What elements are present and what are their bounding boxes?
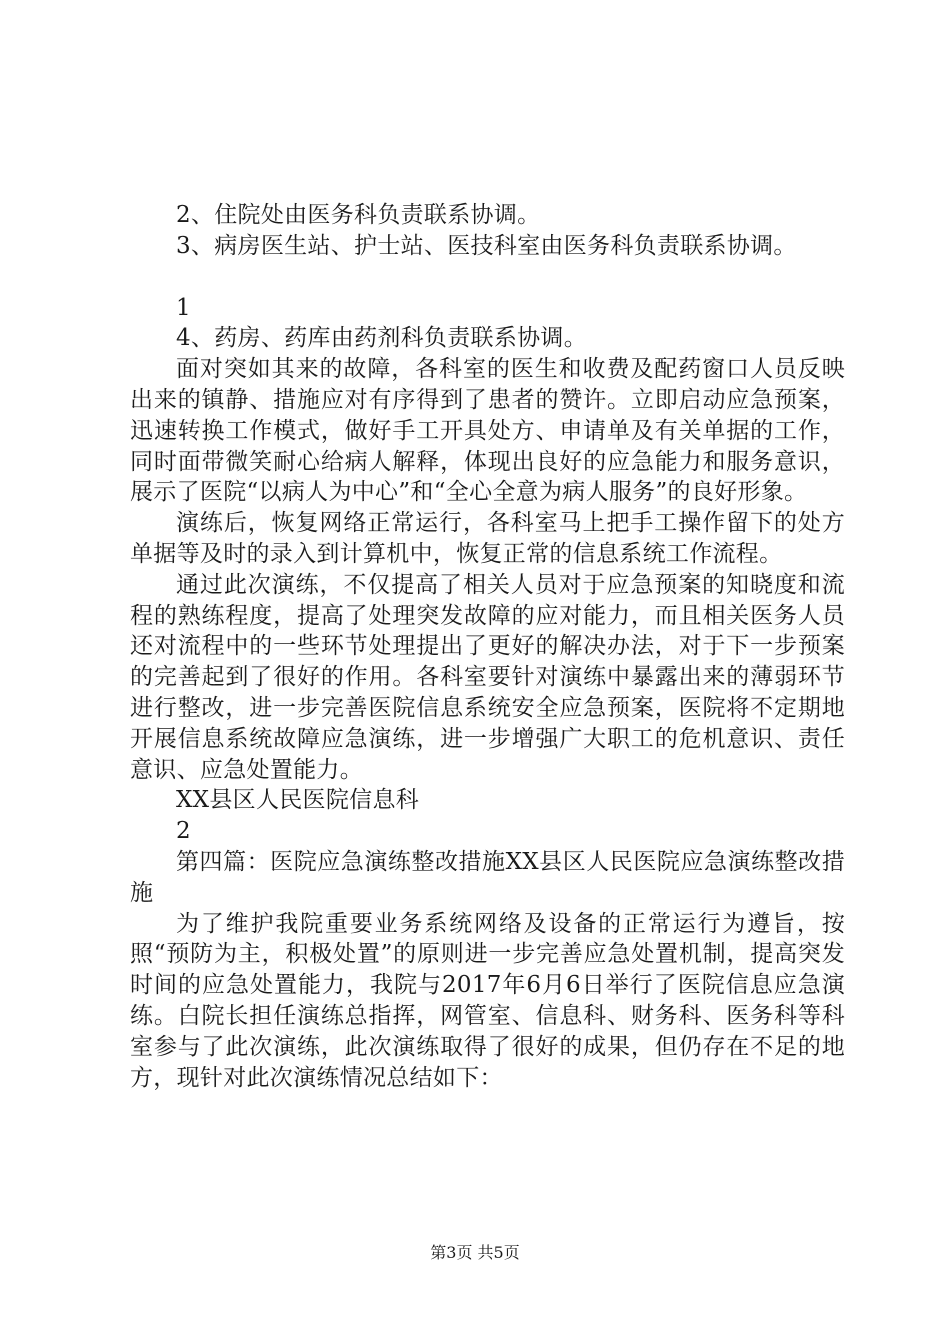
page-footer: 第3页 共5页 [430, 1243, 520, 1262]
page-number-marker: 1 [176, 294, 191, 321]
paragraph-response: 面对突如其来的故障，各科室的医生和收费及配药窗口人员反映出来的镇静、措施应对有序得到了患者的赞许。立即启动应急预案，迅速转换工作模式，做好手工开具处方、申请单及有关单据的工作，同时面带微笑耐心给病人解释，体现出良好的应急能力和服务意识，展示了医院“以病人为中心”和“全心全意为病人服务”的良好形象。 [130, 356, 845, 506]
page-number-marker: 2 [176, 818, 191, 845]
paragraph-after-drill: 演练后，恢复网络正常运行，各科室马上把手工操作留下的处方单据等及时的录入到计算机中，恢复正常的信息系统工作流程。 [130, 510, 845, 567]
paragraph-item-2: 2、住院处由医务科负责联系协调。 [176, 202, 541, 228]
document-body [130, 200, 845, 1093]
paragraph-item-4: 4、药房、药库由药剂科负责联系协调。 [176, 325, 588, 352]
paragraph-item-3: 3、病房医生站、护士站、医技科室由医务科负责联系协调。 [176, 232, 797, 259]
section-heading: 第四篇：医院应急演练整改措施XX县区人民医院应急演练整改措施 [130, 848, 845, 906]
paragraph-summary: 通过此次演练，不仅提高了相关人员对于应急预案的知晓度和流程的熟练程度，提高了处理突发故障的应对能力，而且相关医务人员还对流程中的一些环节处理提出了更好的解决办法，对于下一步预案的完善起到了很好的作用。各科室要针对演练中暴露出来的薄弱环节进行整改，进一步完善医院信息系统安全应急预案，医院将不定期地开展信息系统故障应急演练，进一步增强广大职工的危机意识、责任意识、应急处置能力。 [130, 571, 845, 783]
signature-department: XX县区人民医院信息科 [176, 787, 420, 814]
paragraph-intro: 为了维护我院重要业务系统网络及设备的正常运行为遵旨，按照“预防为主，积极处置”的原则进一步完善应急处置机制，提高突发时间的应急处置能力，我院与2017年6月6日举行了医院信息应急演练。白院长担任演练总指挥，网管室、信息科、财务科、医务科等科室参与了此次演练，此次演练取得了很好的成果，但仍存在不足的地方，现针对此次演练情况总结如下： [130, 910, 845, 1091]
